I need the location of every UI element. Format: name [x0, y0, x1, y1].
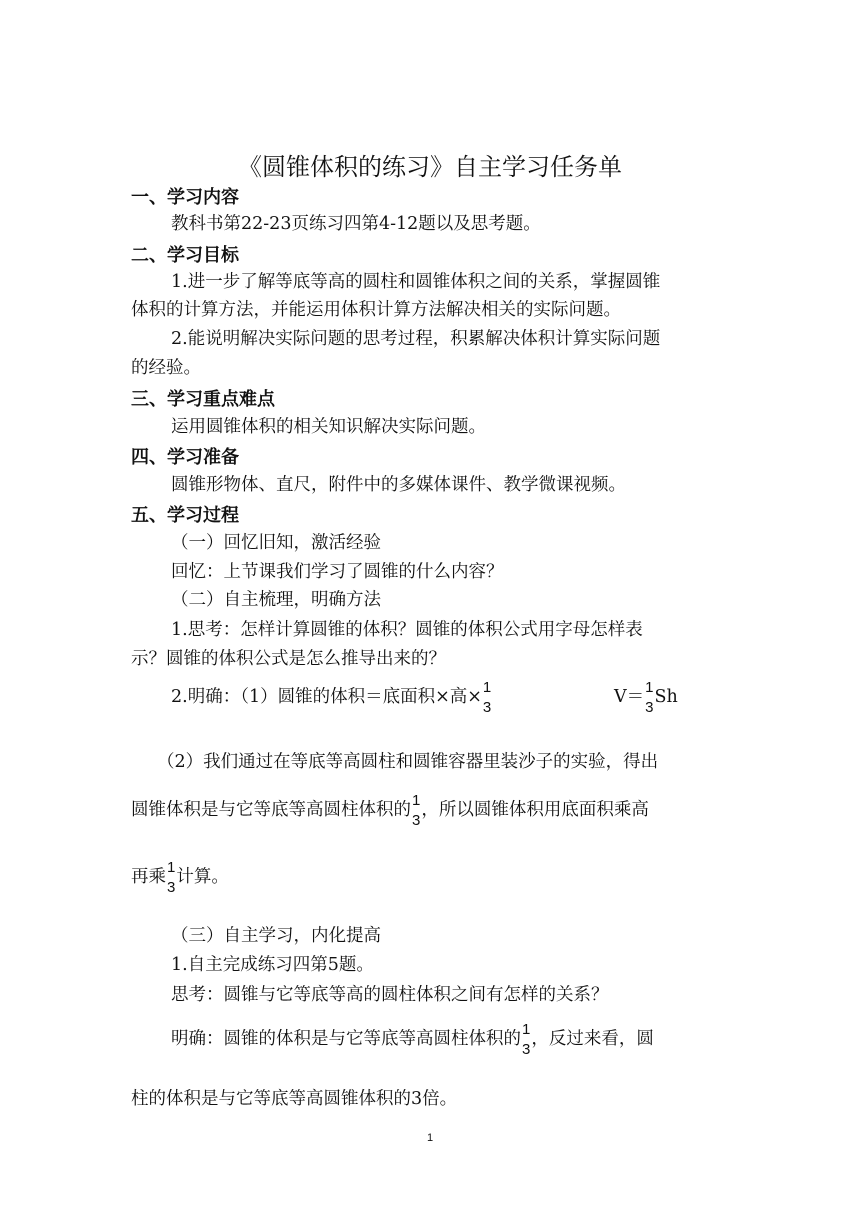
- fraction-one-third: [412, 793, 420, 828]
- goal-2-line-1: 2.能说明解决实际问题的思考过程，积累解决体积计算实际问题: [171, 329, 661, 349]
- fraction-numerator: 1: [645, 679, 654, 696]
- fraction-denominator: 3: [522, 1041, 531, 1058]
- part-1-heading: （一）回忆旧知，激活经验: [171, 533, 381, 553]
- experiment-text-a: 圆锥体积是与它等底等高圆柱体积的: [131, 800, 411, 820]
- section-1-text: 教科书第22-23页练习四第4-12题以及思考题。: [171, 214, 541, 234]
- section-3-heading: 三、学习重点难点: [131, 389, 275, 410]
- fraction-one-third: [522, 1022, 530, 1057]
- experiment-line-1: （2）我们通过在等底等高圆柱和圆锥容器里装沙子的实验，得出: [157, 752, 659, 772]
- clarify-2-text-b: ，反过来看，圆: [531, 1029, 654, 1049]
- fraction-numerator: 1: [167, 859, 176, 876]
- task-1-think: 思考：圆锥与它等底等高的圆柱体积之间有怎样的关系？: [171, 985, 609, 1005]
- clarify-text: 2.明确：（1）圆锥的体积＝底面积×高×: [171, 687, 482, 707]
- section-4-heading: 四、学习准备: [131, 447, 239, 468]
- goal-1-line-1: 1.进一步了解等底等高的圆柱和圆锥体积之间的关系，掌握圆锥: [171, 272, 661, 292]
- fraction-denominator: 3: [645, 699, 654, 716]
- fraction-one-third: [167, 860, 175, 895]
- section-4-text: 圆锥形物体、直尺，附件中的多媒体课件、教学微课视频。: [171, 475, 626, 495]
- clarify-2-line-1: [171, 1022, 654, 1057]
- clarify-2-text-a: 明确：圆锥的体积是与它等底等高圆柱体积的: [171, 1029, 521, 1049]
- goal-1-line-2: 体积的计算方法，并能运用体积计算方法解决相关的实际问题。: [131, 300, 621, 320]
- formula-suffix: Sh: [654, 687, 678, 707]
- part-1-text: 回忆：上节课我们学习了圆锥的什么内容？: [171, 562, 504, 582]
- page-title: 《圆锥体积的练习》自主学习任务单: [238, 153, 622, 181]
- fraction-one-third: [483, 680, 491, 715]
- part-2-heading: （二）自主梳理，明确方法: [171, 590, 381, 610]
- fraction-numerator: 1: [482, 679, 492, 696]
- think-line-2: 示？圆锥的体积公式是怎么推导出来的？: [131, 649, 446, 669]
- fraction-denominator: 3: [482, 699, 492, 716]
- fraction-one-third: [645, 680, 653, 715]
- fraction-denominator: 3: [167, 879, 176, 896]
- volume-formula: [614, 680, 678, 715]
- experiment-text-c: 再乘: [131, 867, 166, 887]
- section-1-heading: 一、学习内容: [131, 187, 239, 208]
- section-3-text: 运用圆锥体积的相关知识解决实际问题。: [171, 417, 486, 437]
- clarify-line: [171, 680, 492, 715]
- goal-2-line-2: 的经验。: [131, 358, 201, 378]
- experiment-line-3: [131, 860, 229, 895]
- experiment-text-b: ，所以圆锥体积用底面积乘高: [421, 800, 649, 820]
- fraction-numerator: 1: [522, 1021, 531, 1038]
- clarify-2-line-2: 柱的体积是与它等底等高圆锥体积的3倍。: [131, 1089, 458, 1109]
- task-1: 1.自主完成练习四第5题。: [171, 955, 374, 975]
- experiment-text-d: 计算。: [176, 867, 229, 887]
- think-line-1: 1.思考：怎样计算圆锥的体积？圆锥的体积公式用字母怎样表: [171, 620, 643, 640]
- page-number: 1: [426, 1132, 434, 1144]
- experiment-line-2: [131, 793, 649, 828]
- part-3-heading: （三）自主学习，内化提高: [171, 926, 381, 946]
- fraction-denominator: 3: [412, 812, 421, 829]
- section-5-heading: 五、学习过程: [131, 505, 239, 526]
- formula-prefix: V＝: [614, 687, 645, 707]
- section-2-heading: 二、学习目标: [131, 245, 239, 266]
- fraction-numerator: 1: [412, 792, 421, 809]
